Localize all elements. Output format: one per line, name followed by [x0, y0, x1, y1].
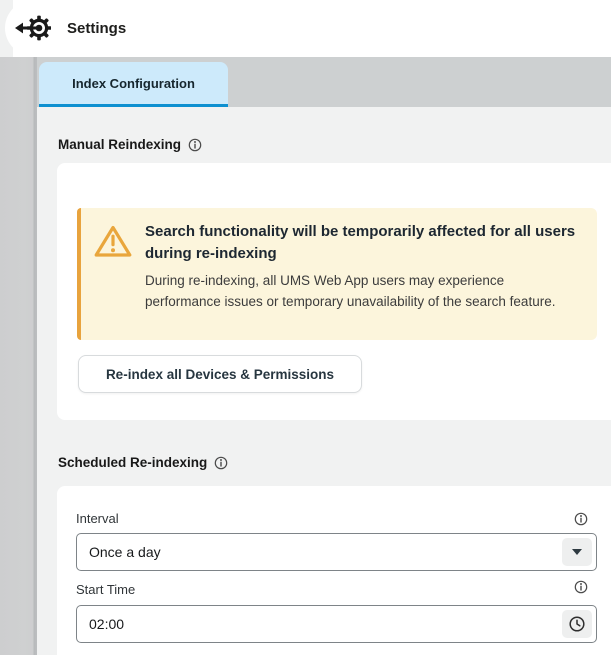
- app-icon-circle: [5, 0, 61, 56]
- chevron-down-icon: [572, 549, 582, 555]
- scheduled-reindexing-heading: [58, 455, 228, 470]
- scheduled-reindexing-card: [57, 486, 611, 655]
- scheduled-reindexing-heading-label: Scheduled Re-indexing: [58, 455, 208, 470]
- gear-with-arrow-icon: [15, 11, 51, 45]
- warning-banner: [77, 208, 597, 340]
- warning-body: During re-indexing, all UMS Web App users may experience performance issues or temporary unavailability of the search feature.: [145, 273, 556, 309]
- warning-triangle-icon: [81, 221, 145, 340]
- interval-select[interactable]: [76, 533, 597, 571]
- tab-label: Index Configuration: [72, 75, 195, 91]
- start-time-value: 02:00: [89, 616, 125, 632]
- tab-index-configuration[interactable]: [39, 62, 228, 107]
- start-time-input[interactable]: [76, 605, 597, 643]
- info-circle-icon[interactable]: [574, 580, 588, 594]
- manual-reindexing-card: [57, 163, 611, 420]
- info-circle-icon[interactable]: [188, 138, 202, 152]
- reindex-all-button[interactable]: Re-index all Devices & Permissions: [78, 355, 362, 393]
- start-time-label: Start Time: [76, 582, 136, 597]
- info-circle-icon[interactable]: [574, 512, 588, 526]
- collapsed-sidebar-strip: [0, 57, 37, 655]
- manual-reindexing-heading-label: Manual Reindexing: [58, 137, 182, 152]
- warning-text-block: [145, 221, 583, 340]
- clock-icon: [568, 615, 586, 633]
- manual-reindexing-heading: [58, 137, 202, 152]
- interval-label: Interval: [76, 511, 119, 526]
- interval-value: Once a day: [89, 544, 161, 560]
- info-circle-icon[interactable]: [214, 456, 228, 470]
- interval-dropdown-button[interactable]: [562, 538, 592, 566]
- warning-title: Search functionality will be temporarily affected for all users during re-indexing: [145, 223, 576, 262]
- time-picker-button[interactable]: [562, 610, 592, 638]
- page-title: Settings: [67, 20, 127, 37]
